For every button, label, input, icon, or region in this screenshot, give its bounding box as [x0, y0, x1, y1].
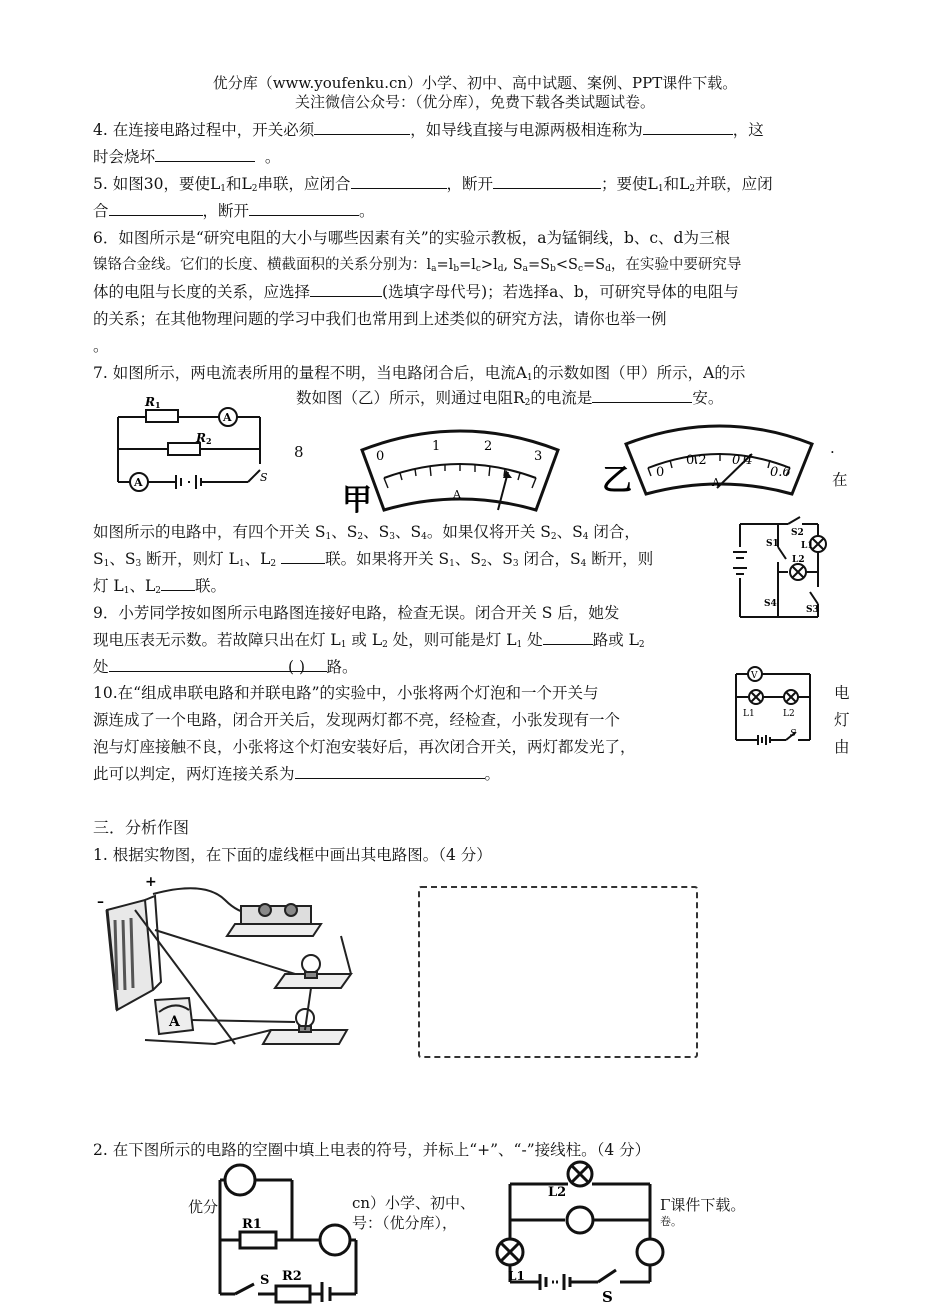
q8-text: 、S [363, 523, 390, 541]
meter-yi-tick-3: 0.6 [770, 465, 791, 480]
blank [592, 388, 692, 403]
s4-label: S4 [764, 599, 777, 609]
q9-text: 或 L [346, 631, 383, 649]
q8-text: 联。如果将开关 S [325, 550, 450, 568]
q4-text: 。 [264, 148, 281, 166]
sub: 1 [449, 559, 455, 569]
header-line-2: 关注微信公众号：（优分库），免费下载各类试题试卷。 [294, 93, 655, 111]
q5-text: 。 [359, 202, 375, 220]
voltmeter-label: V [751, 671, 758, 681]
sub: 2 [251, 184, 258, 194]
q10-line-4 [93, 764, 500, 784]
apparatus-illustration [95, 870, 355, 1050]
footer-right-2: 卷。 [660, 1215, 682, 1228]
q6-text: (选填字母代号)；若选择a、b，可研究导体的电阻与 [382, 283, 739, 301]
q7-text: 7. 如图所示，两电流表所用的量程不明，当电路闭合后，电流A [93, 364, 527, 382]
meter-yi-tick-1: 0.2 [686, 453, 707, 468]
sub: 1 [340, 640, 347, 650]
blank [543, 630, 593, 645]
sub: 3 [512, 559, 519, 569]
sub: 3 [389, 532, 395, 542]
s-label: S [260, 1273, 270, 1288]
zai-char: 在 [832, 471, 848, 489]
q7-text: 的示数如图（甲）所示，A的示 [532, 364, 746, 382]
q9-text: 现电压表无示数。若故障只出在灯 L [93, 631, 341, 649]
q6-text: >l [480, 257, 498, 273]
sub: b [453, 264, 460, 274]
r2-label: R [196, 431, 206, 445]
sub: b [550, 264, 556, 274]
blank [643, 120, 733, 135]
q6-line-3 [93, 282, 739, 302]
sub: c [475, 264, 481, 274]
sub: c [577, 264, 584, 274]
q9-circuit-diagram [728, 664, 828, 744]
l1-label: L1 [508, 1269, 525, 1283]
blank [249, 201, 359, 216]
q10-line-3: 泡与灯座接触不良，小张将这个灯泡安装好后，再次闭合开关，两灯都发光了， [93, 738, 636, 756]
q4-text: ，如导线直接与电源两极相连称为 [410, 121, 643, 139]
q7-line-2 [296, 388, 723, 413]
q9-text: 路。 [326, 658, 358, 676]
q5-text: 串联，应闭合 [257, 175, 351, 193]
q8-text: 、L [244, 550, 271, 568]
q6-text: ，在实验中要研究导 [610, 257, 742, 273]
sub: 2 [689, 184, 696, 194]
q8-line-1 [93, 522, 640, 547]
meter-yi-tick-0: 0 [656, 465, 665, 480]
q7-text: 数如图（乙）所示，则通过电阻R [296, 389, 525, 407]
sub: 2 [357, 532, 364, 542]
footer-mid-2: 号：（优分库）， [352, 1214, 458, 1232]
section-3-q2: 2. 在下图所示的电路的空圈中填上电表的符号，并标上“+”、“-”接线柱。（4 分） [93, 1141, 651, 1159]
sub: a [431, 264, 437, 274]
q8-text: 联。 [195, 577, 227, 595]
q8-line-2 [93, 549, 653, 574]
blank [310, 282, 382, 297]
q8-text: 断开，则灯 L [141, 550, 239, 568]
meter-yi [600, 418, 830, 500]
header-line-1: 优分库（www.youfenku.cn）小学、初中、高中试题、案例、PPT课件下载。 [212, 74, 738, 92]
q5-text: ；要使L [601, 175, 658, 193]
q4-text: 4. 在连接电路过程中，开关必须 [93, 121, 315, 139]
sub: 4 [580, 559, 587, 569]
q8-text: S [93, 550, 104, 568]
label-yi: 乙 [602, 463, 632, 498]
q6-text: , S [503, 257, 523, 273]
q7-line-1 [93, 363, 745, 388]
q8-text: 如图所示的电路中，有四个开关 S [93, 523, 326, 541]
r1-label: R [145, 395, 155, 409]
q7-text: 的电流是 [530, 389, 593, 407]
answer-box[interactable] [418, 886, 698, 1058]
q5-line-1 [93, 174, 773, 199]
q8-text: 、S [486, 550, 513, 568]
sub: 2 [155, 586, 161, 596]
meter-jia-tick-1: 1 [432, 439, 441, 454]
meter-jia [340, 420, 580, 518]
q10-line-1-right: 电 [834, 684, 850, 702]
q5-text: 和L [663, 175, 690, 193]
blank [314, 120, 410, 135]
q8-text: 、S [454, 550, 481, 568]
meter-jia-tick-2: 2 [484, 439, 493, 454]
q8-text: 断开，则 [586, 550, 654, 568]
sub: 3 [135, 559, 142, 569]
label-jia: 甲 [342, 483, 372, 518]
sub: 2 [382, 640, 388, 650]
blank [295, 764, 485, 779]
ammeter-label: A [169, 1014, 180, 1030]
q6-line-4: 的关系；在其他物理问题的学习中我们也常用到上述类似的研究方法，请你也举一例 [93, 310, 667, 328]
q8-circuit-diagram [728, 512, 838, 624]
sub: 2 [638, 640, 645, 650]
blank-paren: ( ) [267, 657, 327, 672]
r1-label: R1 [242, 1217, 262, 1232]
dot: · [830, 443, 835, 461]
q9-text: 处 [93, 658, 109, 676]
sub: 1 [516, 640, 523, 650]
blank [351, 174, 447, 189]
meter-jia-tick-3: 3 [534, 449, 543, 464]
sub: 1 [657, 184, 664, 194]
sub: d [497, 264, 504, 274]
q9-line-3 [93, 657, 358, 677]
sub: d [605, 264, 611, 274]
plus-terminal-label: + [145, 874, 157, 890]
blank [109, 657, 267, 672]
meter-yi-unit: A [712, 476, 720, 489]
switch-label: S [790, 729, 797, 739]
q8-text: 闭合，S [518, 550, 581, 568]
ammeter-a-label: A [134, 476, 143, 489]
ammeter-a1-label: A [223, 411, 232, 424]
l2-label: L2 [548, 1185, 567, 1200]
r2-label: R2 [282, 1269, 302, 1284]
q5-text: ，断开 [202, 202, 250, 220]
lamp2-label: L2 [783, 709, 795, 719]
lamp1-label: L1 [743, 709, 755, 719]
sub: 1 [325, 532, 332, 542]
q10-text: 此可以判定，两灯连接关系为 [93, 765, 295, 783]
s3-label: S3 [806, 605, 819, 615]
s1-label: S1 [766, 539, 779, 549]
minus-terminal-label: – [97, 894, 104, 910]
q6-text: =l [436, 257, 454, 273]
q8-line-3 [93, 576, 226, 601]
q10-line-2: 源连成了一个电路，闭合开关后，发现两灯都不亮，经检查，小张发现有一个 [93, 711, 621, 729]
sub: 1 [123, 586, 130, 596]
q4-line-1 [93, 120, 764, 140]
blank [281, 549, 325, 564]
q6-text: 镍铬合金线。它们的长度、横截面积的关系分别为： [93, 257, 427, 273]
sub: 4 [421, 532, 427, 542]
q4-text: 时会烧坏 [93, 148, 156, 166]
footer-right: Γ课件下载。 [660, 1196, 746, 1214]
sub: 1 [220, 184, 226, 194]
sub: 1 [526, 373, 533, 383]
sub: 2 [270, 559, 277, 569]
q8-text: 灯 L [93, 577, 124, 595]
q10-text: 。 [484, 765, 501, 783]
q5-line-2 [93, 201, 375, 221]
svg-text:2: 2 [206, 436, 212, 446]
q8-text: 、S [331, 523, 358, 541]
q4-line-2 [93, 147, 280, 167]
q6-text: <S [555, 257, 578, 273]
q5-text: 合 [93, 202, 109, 220]
q6-line-2 [93, 255, 741, 279]
q6-text: =S [528, 257, 551, 273]
sub: 2 [550, 532, 557, 542]
q9-text: 处 [522, 631, 543, 649]
q5-text: 5. 如图30，要使L [93, 175, 221, 193]
q5-text: ，断开 [446, 175, 494, 193]
sub: 4 [582, 532, 589, 542]
q6-line-5: 。 [93, 337, 109, 355]
blank [161, 576, 195, 591]
sub: 2 [480, 559, 487, 569]
switch-label: S [260, 471, 268, 484]
q9-line-2 [93, 630, 645, 655]
q4-text: ，这 [732, 121, 764, 139]
q6-text: =l [459, 257, 476, 273]
q10-line-3-right: 由 [834, 738, 850, 756]
q7-circuit-diagram [108, 392, 283, 500]
q10-line-2-right: 灯 [834, 711, 850, 729]
blank [493, 174, 601, 189]
q9-text: 处，则可能是灯 L [387, 631, 517, 649]
q10-line-1: 10.在“组成串联电路和并联电路”的实验中，小张将两个灯泡和一个开关与 [93, 684, 599, 702]
svg-text:1: 1 [155, 400, 161, 410]
sub: 1 [238, 559, 245, 569]
q6-text: l [426, 257, 432, 273]
section-3-title: 三．分析作图 [93, 818, 190, 837]
blank [155, 147, 255, 162]
q6-line-1: 6．如图所示是“研究电阻的大小与哪些因素有关”的实验示教板，a为锰铜线，b、c、d为三根 [93, 229, 730, 247]
q8-text: 、L [129, 577, 156, 595]
footer-left: 优分 [188, 1198, 219, 1216]
q8-text: 。如果仅将开关 S [426, 523, 551, 541]
meter-jia-unit: A [453, 488, 461, 501]
meter-yi-tick-2: 0.4 [732, 453, 753, 468]
q5-text: 和L [225, 175, 252, 193]
lamp1-label: L1 [801, 541, 814, 551]
footer-mid: cn）小学、初中、 [352, 1194, 476, 1212]
section-3-q1: 1. 根据实物图，在下面的虚线框中画出其电路图。（4 分） [93, 846, 492, 864]
q8-text: 、S [395, 523, 422, 541]
q7-text: 安。 [692, 389, 724, 407]
s-label: S [602, 1288, 613, 1306]
sub: 2 [524, 398, 531, 408]
q8-number: 8 [294, 443, 304, 461]
q8-text: 闭合， [588, 523, 640, 541]
q2-left-circuit [210, 1162, 360, 1302]
q9-text: 路或 L [592, 631, 639, 649]
s2-label: S2 [791, 528, 804, 538]
blank [109, 201, 203, 216]
q8-text: 、S [556, 523, 583, 541]
q6-text: =S [583, 257, 606, 273]
q2-right-circuit [490, 1160, 670, 1310]
q5-text: 并联，应闭 [695, 175, 773, 193]
meter-jia-tick-0: 0 [376, 449, 385, 464]
sub: 1 [103, 559, 110, 569]
q6-text: 体的电阻与长度的关系，应选择 [93, 283, 311, 301]
q9-line-1: 9．小芳同学按如图所示电路图连接好电路，检查无误。闭合开关 S 后，她发 [93, 604, 620, 622]
lamp2-label: L2 [792, 555, 805, 565]
sub: a [522, 264, 529, 274]
q8-text: 、S [109, 550, 136, 568]
